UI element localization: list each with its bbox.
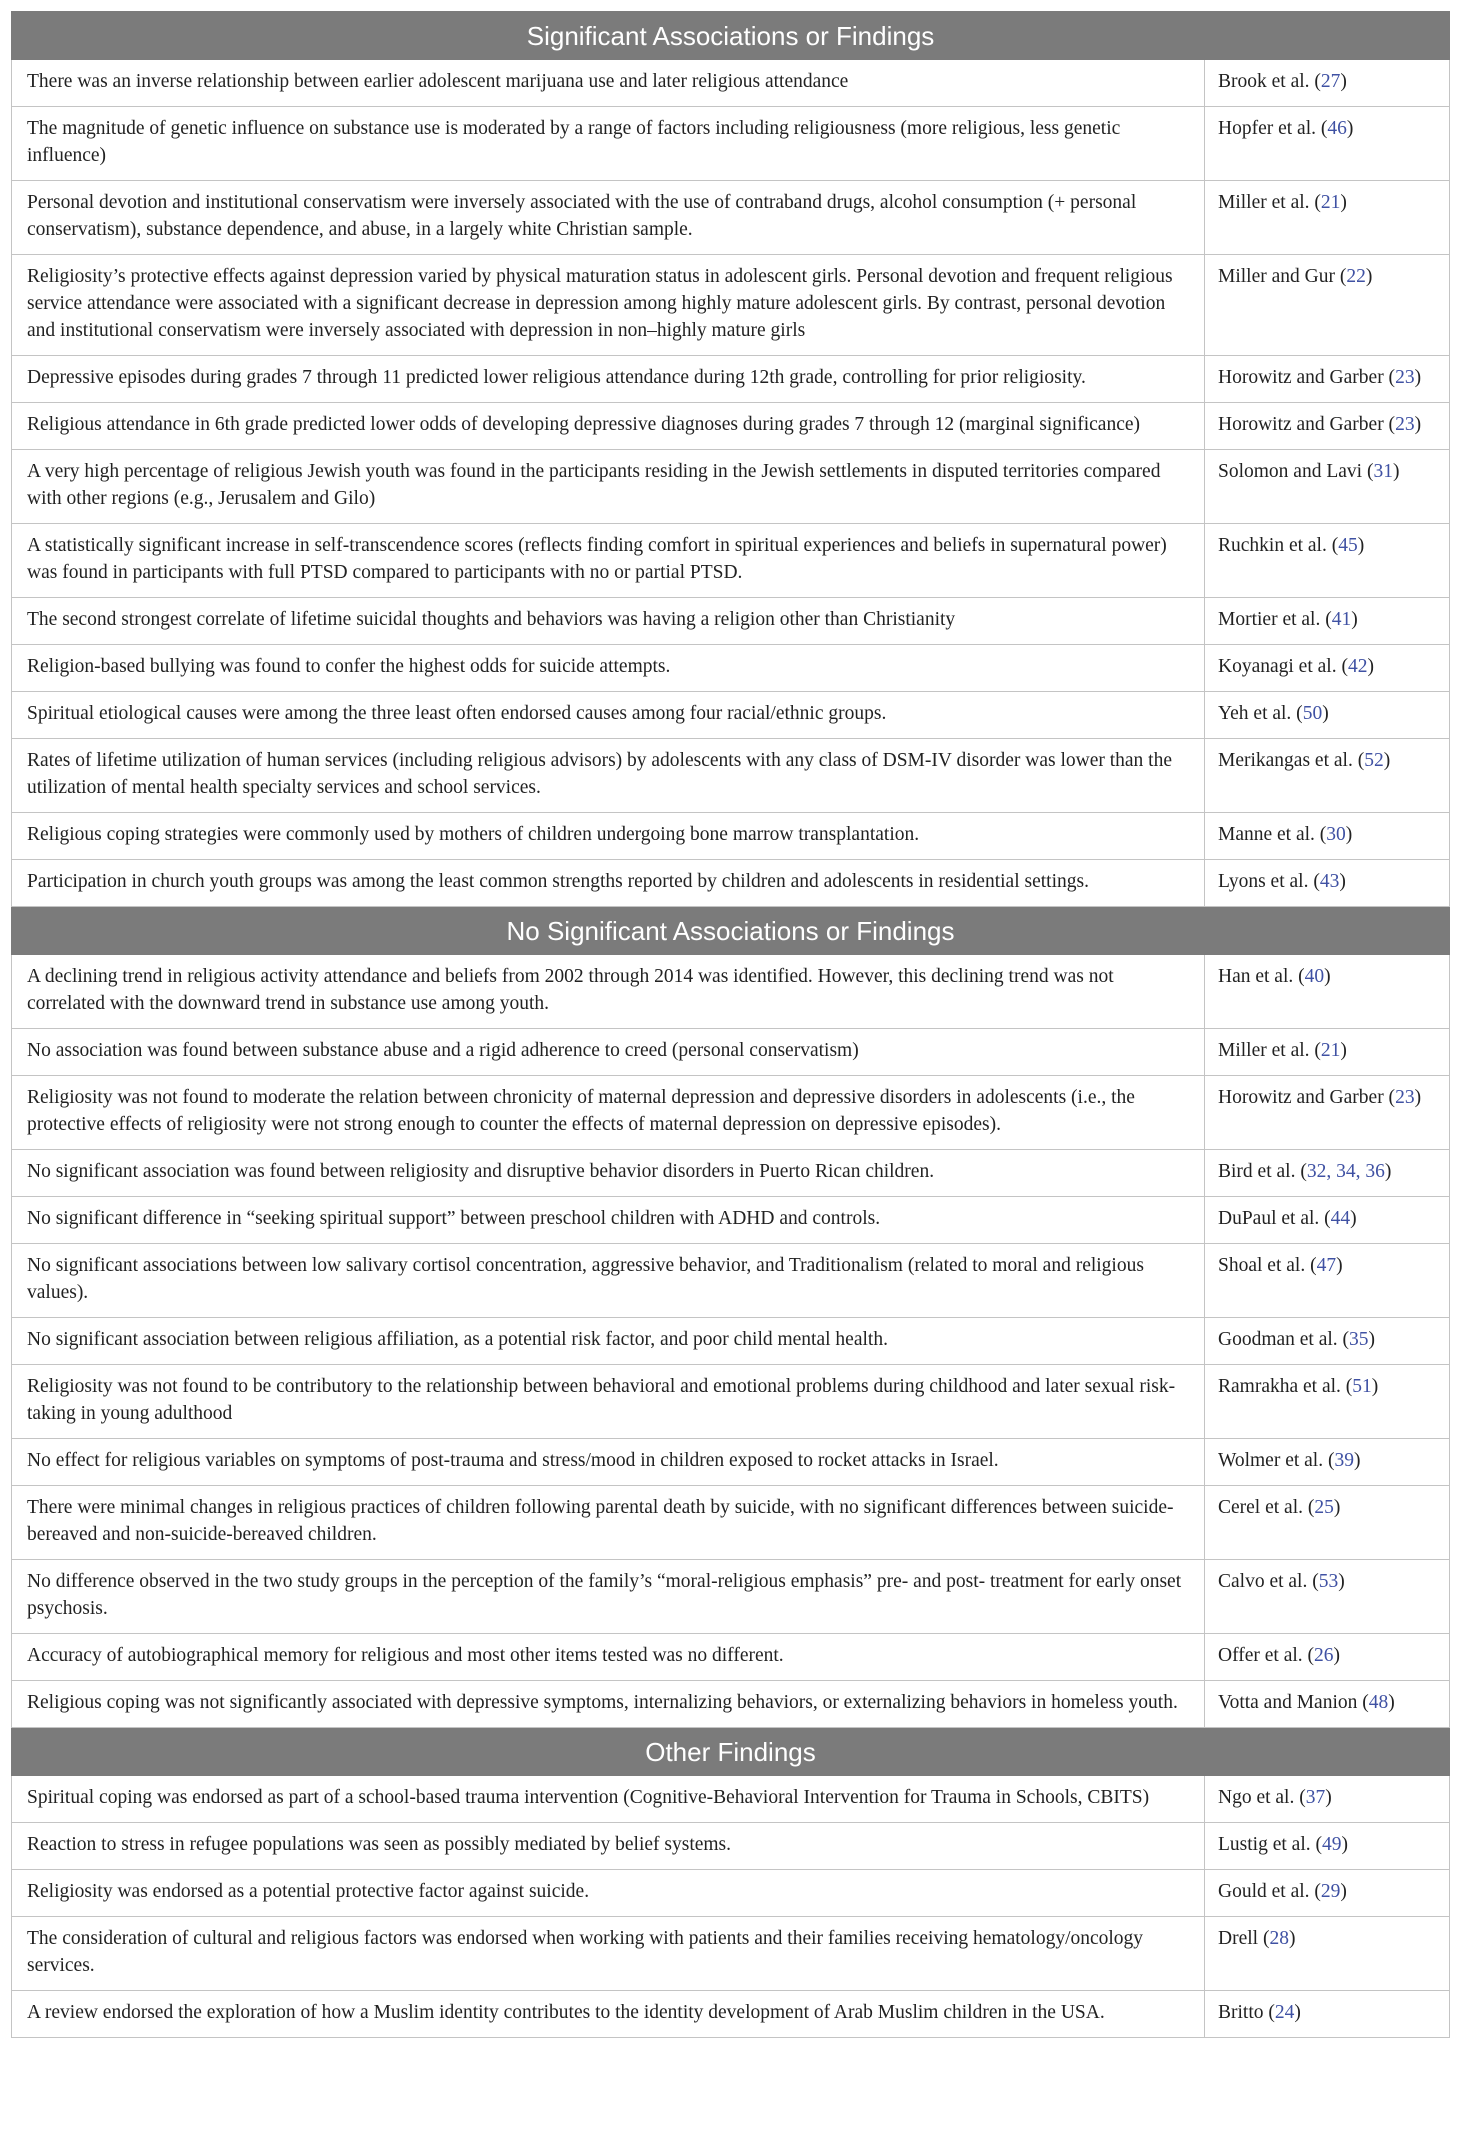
reference-author: Mortier et al. (: [1218, 609, 1332, 630]
reference-number-link[interactable]: 25: [1314, 1497, 1334, 1518]
reference-author: Horowitz and Garber (: [1218, 414, 1396, 435]
reference-close-paren: ): [1288, 1928, 1296, 1949]
table-row: [12, 107, 1450, 181]
finding-cell: There was an inverse relationship between earlier adolescent marijuana use and later religious attendance: [12, 60, 1205, 107]
reference-number-link[interactable]: 50: [1302, 703, 1323, 724]
reference-author: Yeh et al. (: [1218, 703, 1303, 724]
reference-author: Wolmer et al. (: [1218, 1450, 1335, 1471]
table-row: [12, 255, 1450, 356]
finding-cell: A review endorsed the exploration of how a Muslim identity contributes to the identity development of Arab Muslim children in the USA.: [12, 1991, 1205, 2038]
table-row: [12, 356, 1450, 403]
finding-cell: Religious coping strategies were commonly used by mothers of children undergoing bone marrow transplantation.: [12, 813, 1205, 860]
reference-cell: [1205, 181, 1450, 255]
finding-cell: Religious coping was not significantly associated with depressive symptoms, internalizing behaviors, or externalizing behaviors in homeless youth.: [12, 1681, 1205, 1728]
reference-number-link[interactable]: 47: [1316, 1255, 1337, 1276]
reference-author: Goodman et al. (: [1218, 1329, 1350, 1350]
reference-cell: [1205, 403, 1450, 450]
reference-cell: [1205, 60, 1450, 107]
reference-cell: [1205, 1823, 1450, 1870]
reference-close-paren: ): [1336, 1255, 1343, 1276]
reference-cell: [1205, 739, 1450, 813]
finding-cell: There were minimal changes in religious practices of children following parental death by suicide, with no significant differences between suicide-bereaved and non-suicide-bereaved children.: [12, 1486, 1205, 1560]
reference-number-link[interactable]: 48: [1368, 1692, 1389, 1713]
reference-number-link[interactable]: 26: [1314, 1645, 1334, 1666]
finding-cell: Reaction to stress in refugee populations was seen as possibly mediated by belief systems.: [12, 1823, 1205, 1870]
table-row: [12, 645, 1450, 692]
reference-author: Lustig et al. (: [1218, 1834, 1322, 1855]
table-row: [12, 1197, 1450, 1244]
reference-close-paren: ): [1333, 1497, 1341, 1518]
table-row: [12, 1991, 1450, 2038]
reference-cell: [1205, 1560, 1450, 1634]
table-row: [12, 1823, 1450, 1870]
reference-close-paren: ): [1392, 461, 1400, 482]
reference-number-link[interactable]: 40: [1304, 966, 1325, 987]
reference-author: Ruchkin et al. (: [1218, 535, 1339, 556]
reference-author: Bird et al. (: [1218, 1161, 1307, 1182]
finding-cell: Religious attendance in 6th grade predicted lower odds of developing depressive diagnoses during grades 7 through 12 (marginal significance): [12, 403, 1205, 450]
reference-number-link[interactable]: 27: [1320, 71, 1341, 92]
reference-close-paren: ): [1353, 1450, 1361, 1471]
reference-cell: [1205, 356, 1450, 403]
reference-close-paren: ): [1384, 1161, 1392, 1182]
reference-close-paren: ): [1388, 1692, 1395, 1713]
reference-number-link[interactable]: 37: [1305, 1787, 1326, 1808]
section-title: Significant Associations or Findings: [12, 12, 1450, 60]
table-row: [12, 955, 1450, 1029]
reference-author: Gould et al. (: [1218, 1881, 1321, 1902]
reference-close-paren: ): [1294, 2002, 1301, 2023]
finding-cell: Participation in church youth groups was among the least common strengths reported by children and adolescents in residential settings.: [12, 860, 1205, 907]
reference-close-paren: ): [1322, 703, 1329, 724]
finding-cell: Religiosity was not found to moderate the relation between chronicity of maternal depression and depressive disorders in adolescents (i.e., the protective effects of religiosity were not strong enough to counter the effects of maternal depression on depressive episodes).: [12, 1076, 1205, 1150]
reference-cell: [1205, 1029, 1450, 1076]
table-row: [12, 1681, 1450, 1728]
table-row: [12, 1244, 1450, 1318]
findings-table-body: [12, 12, 1450, 2038]
reference-close-paren: ): [1414, 414, 1422, 435]
reference-close-paren: ): [1368, 1329, 1376, 1350]
reference-close-paren: ): [1340, 1040, 1347, 1061]
finding-cell: Accuracy of autobiographical memory for religious and most other items tested was no different.: [12, 1634, 1205, 1681]
reference-number-link[interactable]: 44: [1330, 1208, 1351, 1229]
reference-close-paren: ): [1365, 266, 1373, 287]
reference-cell: [1205, 860, 1450, 907]
reference-author: Horowitz and Garber (: [1218, 1087, 1396, 1108]
reference-number-link[interactable]: 30: [1326, 824, 1346, 845]
reference-number-link[interactable]: 46: [1327, 118, 1347, 139]
finding-cell: A very high percentage of religious Jewish youth was found in the participants residing in the Jewish settlements in disputed territories compared with other regions (e.g., Jerusalem and Gilo): [12, 450, 1205, 524]
reference-author: Hopfer et al. (: [1218, 118, 1328, 139]
table-row: [12, 860, 1450, 907]
reference-cell: [1205, 1244, 1450, 1318]
table-row: [12, 60, 1450, 107]
reference-author: Ramrakha et al. (: [1218, 1376, 1353, 1397]
reference-author: Calvo et al. (: [1218, 1571, 1319, 1592]
reference-number-link[interactable]: 32, 34, 36: [1306, 1161, 1385, 1182]
table-row: [12, 1365, 1450, 1439]
finding-cell: No effect for religious variables on symptoms of post-trauma and stress/mood in children exposed to rocket attacks in Israel.: [12, 1439, 1205, 1486]
reference-author: Lyons et al. (: [1218, 871, 1320, 892]
reference-author: Brook et al. (: [1218, 71, 1321, 92]
table-row: [12, 1076, 1450, 1150]
finding-cell: Religiosity was endorsed as a potential protective factor against suicide.: [12, 1870, 1205, 1917]
reference-close-paren: ): [1414, 1087, 1422, 1108]
finding-cell: No significant associations between low salivary cortisol concentration, aggressive behavior, and Traditionalism (related to moral and religious values).: [12, 1244, 1205, 1318]
finding-cell: The magnitude of genetic influence on substance use is moderated by a range of factors including religiousness (more religious, less genetic influence): [12, 107, 1205, 181]
reference-cell: [1205, 1776, 1450, 1823]
reference-cell: [1205, 450, 1450, 524]
table-row: [12, 1870, 1450, 1917]
finding-cell: No significant difference in “seeking spiritual support” between preschool children with ADHD and controls.: [12, 1197, 1205, 1244]
reference-author: Koyanagi et al. (: [1218, 656, 1348, 677]
reference-cell: [1205, 1634, 1450, 1681]
reference-cell: [1205, 1917, 1450, 1991]
reference-close-paren: ): [1324, 966, 1331, 987]
reference-number-link[interactable]: 31: [1373, 461, 1393, 482]
reference-number-link[interactable]: 23: [1395, 367, 1415, 388]
reference-number-link[interactable]: 35: [1349, 1329, 1369, 1350]
finding-cell: The consideration of cultural and religious factors was endorsed when working with patients and their families receiving hematology/oncology services.: [12, 1917, 1205, 1991]
finding-cell: No difference observed in the two study groups in the perception of the family’s “moral-religious emphasis” pre- and post- treatment for early onset psychosis.: [12, 1560, 1205, 1634]
finding-cell: No significant association between religious affiliation, as a potential risk factor, and poor child mental health.: [12, 1318, 1205, 1365]
reference-author: Offer et al. (: [1218, 1645, 1315, 1666]
table-row: [12, 1439, 1450, 1486]
section-header-row: [12, 12, 1450, 60]
finding-cell: A statistically significant increase in self-transcendence scores (reflects finding comfort in spiritual experiences and beliefs in supernatural power) was found in participants with full PTSD compared to participants with no or partial PTSD.: [12, 524, 1205, 598]
reference-close-paren: ): [1367, 656, 1374, 677]
reference-close-paren: ): [1351, 609, 1358, 630]
finding-cell: No significant association was found between religiosity and disruptive behavior disorders in Puerto Rican children.: [12, 1150, 1205, 1197]
table-row: [12, 1150, 1450, 1197]
reference-cell: [1205, 813, 1450, 860]
finding-cell: Spiritual coping was endorsed as part of a school-based trauma intervention (Cognitive-Behavioral Intervention for Trauma in Schools, CBITS): [12, 1776, 1205, 1823]
section-header-row: [12, 1728, 1450, 1776]
reference-author: Ngo et al. (: [1218, 1787, 1306, 1808]
reference-cell: [1205, 524, 1450, 598]
reference-close-paren: ): [1345, 824, 1353, 845]
reference-close-paren: ): [1383, 750, 1391, 771]
reference-author: Miller and Gur (: [1218, 266, 1347, 287]
reference-cell: [1205, 1150, 1450, 1197]
reference-close-paren: ): [1340, 71, 1347, 92]
finding-cell: Religiosity’s protective effects against depression varied by physical maturation status in adolescent girls. Personal devotion and frequent religious service attendance were associated with a significant decrease in depression among highly mature adolescent girls. By contrast, personal devotion and institutional conservatism were inversely associated with depression in non–highly mature girls: [12, 255, 1205, 356]
reference-cell: [1205, 692, 1450, 739]
reference-close-paren: ): [1340, 1881, 1347, 1902]
reference-number-link[interactable]: 49: [1321, 1834, 1342, 1855]
reference-close-paren: ): [1341, 1834, 1348, 1855]
reference-number-link[interactable]: 22: [1346, 266, 1366, 287]
table-row: [12, 1776, 1450, 1823]
reference-close-paren: ): [1371, 1376, 1379, 1397]
table-row: [12, 524, 1450, 598]
section-title: Other Findings: [12, 1728, 1450, 1776]
reference-cell: [1205, 598, 1450, 645]
reference-number-link[interactable]: 23: [1395, 1087, 1415, 1108]
table-row: [12, 181, 1450, 255]
reference-number-link[interactable]: 29: [1320, 1881, 1341, 1902]
reference-author: Han et al. (: [1218, 966, 1305, 987]
reference-close-paren: ): [1325, 1787, 1332, 1808]
reference-number-link[interactable]: 43: [1319, 871, 1340, 892]
table-row: [12, 403, 1450, 450]
table-row: [12, 1917, 1450, 1991]
reference-author: Horowitz and Garber (: [1218, 367, 1396, 388]
reference-author: Solomon and Lavi (: [1218, 461, 1374, 482]
reference-cell: [1205, 255, 1450, 356]
reference-number-link[interactable]: 45: [1338, 535, 1358, 556]
finding-cell: Personal devotion and institutional conservatism were inversely associated with the use of contraband drugs, alcohol consumption (+ personal conservatism), substance dependence, and abuse, in a largely white Christian sample.: [12, 181, 1205, 255]
reference-cell: [1205, 1197, 1450, 1244]
finding-cell: Rates of lifetime utilization of human services (including religious advisors) by adolescents with any class of DSM-IV disorder was lower than the utilization of mental health specialty services and school services.: [12, 739, 1205, 813]
reference-author: Manne et al. (: [1218, 824, 1327, 845]
reference-close-paren: ): [1339, 871, 1346, 892]
reference-author: DuPaul et al. (: [1218, 1208, 1331, 1229]
reference-cell: [1205, 1076, 1450, 1150]
table-row: [12, 1029, 1450, 1076]
table-row: [12, 1560, 1450, 1634]
reference-close-paren: ): [1346, 118, 1354, 139]
reference-author: Drell (: [1218, 1928, 1270, 1949]
reference-close-paren: ): [1340, 192, 1347, 213]
finding-cell: Religiosity was not found to be contributory to the relationship between behavioral and emotional problems during childhood and later sexual risk-taking in young adulthood: [12, 1365, 1205, 1439]
reference-cell: [1205, 1439, 1450, 1486]
table-row: [12, 598, 1450, 645]
reference-cell: [1205, 1318, 1450, 1365]
reference-author: Britto (: [1218, 2002, 1275, 2023]
reference-close-paren: ): [1414, 367, 1422, 388]
finding-cell: A declining trend in religious activity attendance and beliefs from 2002 through 2014 was identified. However, this declining trend was not correlated with the downward trend in substance use among youth.: [12, 955, 1205, 1029]
reference-number-link[interactable]: 24: [1274, 2002, 1295, 2023]
reference-author: Votta and Manion (: [1218, 1692, 1369, 1713]
reference-number-link[interactable]: 53: [1318, 1571, 1339, 1592]
table-row: [12, 813, 1450, 860]
reference-cell: [1205, 1991, 1450, 2038]
reference-cell: [1205, 1870, 1450, 1917]
reference-number-link[interactable]: 42: [1347, 656, 1368, 677]
section-title: No Significant Associations or Findings: [12, 907, 1450, 955]
table-row: [12, 692, 1450, 739]
reference-number-link[interactable]: 23: [1395, 414, 1415, 435]
reference-cell: [1205, 107, 1450, 181]
finding-cell: Depressive episodes during grades 7 through 11 predicted lower religious attendance during 12th grade, controlling for prior religiosity.: [12, 356, 1205, 403]
reference-cell: [1205, 1681, 1450, 1728]
reference-cell: [1205, 955, 1450, 1029]
finding-cell: Spiritual etiological causes were among the three least often endorsed causes among four racial/ethnic groups.: [12, 692, 1205, 739]
reference-number-link[interactable]: 41: [1331, 609, 1352, 630]
finding-cell: The second strongest correlate of lifetime suicidal thoughts and behaviors was having a religion other than Christianity: [12, 598, 1205, 645]
table-row: [12, 1486, 1450, 1560]
table-row: [12, 450, 1450, 524]
section-header-row: [12, 907, 1450, 955]
reference-author: Cerel et al. (: [1218, 1497, 1315, 1518]
finding-cell: No association was found between substance abuse and a rigid adherence to creed (personal conservatism): [12, 1029, 1205, 1076]
reference-author: Merikangas et al. (: [1218, 750, 1365, 771]
table-row: [12, 1318, 1450, 1365]
finding-cell: Religion-based bullying was found to confer the highest odds for suicide attempts.: [12, 645, 1205, 692]
table-row: [12, 739, 1450, 813]
reference-author: Miller et al. (: [1218, 192, 1321, 213]
reference-number-link[interactable]: 21: [1320, 1040, 1341, 1061]
reference-number-link[interactable]: 52: [1364, 750, 1384, 771]
reference-number-link[interactable]: 21: [1320, 192, 1341, 213]
reference-cell: [1205, 645, 1450, 692]
reference-close-paren: ): [1338, 1571, 1345, 1592]
reference-close-paren: ): [1333, 1645, 1341, 1666]
table-row: [12, 1634, 1450, 1681]
reference-cell: [1205, 1365, 1450, 1439]
reference-close-paren: ): [1357, 535, 1365, 556]
reference-cell: [1205, 1486, 1450, 1560]
reference-number-link[interactable]: 28: [1269, 1928, 1289, 1949]
reference-author: Miller et al. (: [1218, 1040, 1321, 1061]
findings-table: [11, 11, 1450, 2038]
reference-close-paren: ): [1350, 1208, 1357, 1229]
reference-number-link[interactable]: 39: [1334, 1450, 1354, 1471]
reference-author: Shoal et al. (: [1218, 1255, 1317, 1276]
reference-number-link[interactable]: 51: [1352, 1376, 1372, 1397]
